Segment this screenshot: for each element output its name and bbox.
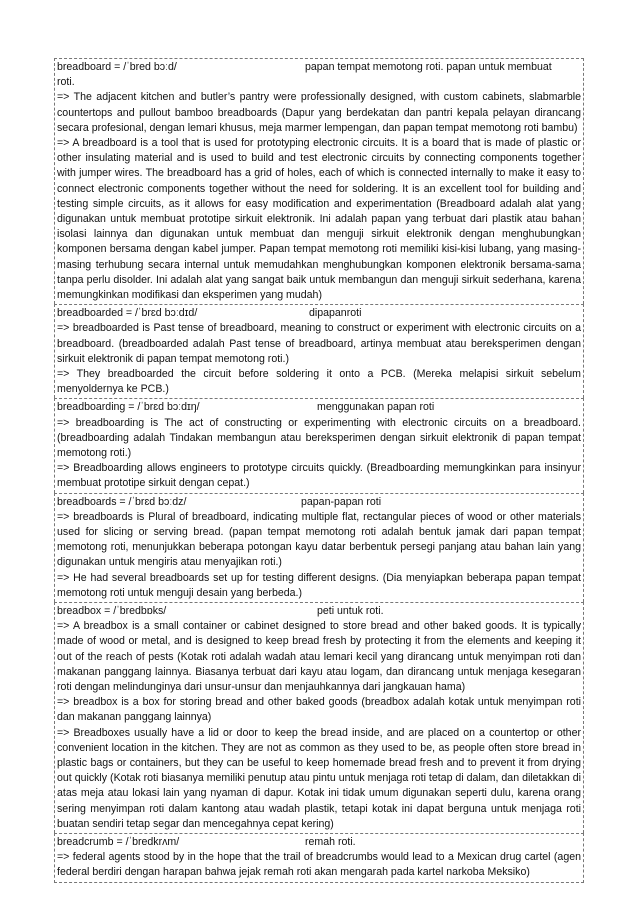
meaning: menggunakan papan roti <box>317 401 435 414</box>
entry-header <box>57 306 581 321</box>
example-paragraph: => Breadboarding allows engineers to prototype circuits quickly. (Breadboarding memungkinkan para insinyur membuat prototipe sirkuit dengan cepat.) <box>57 462 581 490</box>
example-paragraph: => breadboarded is Past tense of breadboard, meaning to construct or experiment with electronic circuits on a breadboard. (breadboarded adalah Past tense of breadboard, artinya membuat atau bereksperimen dengan sirkuit elektronik di papan tempat memotong roti.) <box>57 322 581 365</box>
entry-header <box>57 400 581 415</box>
headword-pronunciation: breadboard = /ˈbred bɔːd/ <box>57 61 177 73</box>
example-paragraph: => The adjacent kitchen and butler’s pantry were professionally designed, with custom cabinets, slabmarble countertops and pullout bamboo breadboards (Dapur yang berdekatan dan pantri kepala pelayan dirancang secara profesional, dengan lemari khusus, meja marmer lempengan, dan papan tempat memotong roti bambu) <box>57 91 581 134</box>
dictionary-entry <box>54 493 584 602</box>
example-paragraph: => breadboarding is The act of constructing or experimenting with electronic circuits on a breadboard. (breadboarding adalah Tindakan membangun atau bereksperimen dengan sirkuit elektronik di papan tempat memotong roti.) <box>57 416 581 460</box>
meaning: peti untuk roti. <box>317 605 384 618</box>
entry-header <box>57 604 581 619</box>
example-paragraph: => Breadboxes usually have a lid or door to keep the bread inside, and are placed on a countertop or other convenient location in the kitchen. They are not as common as they used to be, as people often store bread in plastic bags or containers, but they can be useful to keep homemade bread fresh and to prevent it from drying out quickly (Kotak roti biasanya memiliki penutup atau pintu untuk menjaga roti tetap di dalam, dan diletakkan di atas meja atau lokasi lain yang nyaman di dapur. Kotak ini tidak umum digunakan seperti dulu, karena orang sering menyimpan roti dalam kantong atau wadah plastik, tetapi kotak ini dapat berguna untuk menjaga roti buatan sendiri tetap segar dan mencegahnya cepat kering) <box>57 726 581 830</box>
dictionary-entry <box>54 398 584 492</box>
meaning-continued: roti. <box>57 76 75 89</box>
headword-pronunciation: breadboarded = /ˈbrɛd bɔːdɪd/ <box>57 307 198 320</box>
dictionary-entry <box>54 602 584 833</box>
example-paragraph: => He had several breadboards set up for testing different designs. (Dia menyiapkan beberapa papan tempat memotong roti untuk menguji desain yang berbeda.) <box>57 571 581 599</box>
example-paragraph: => breadbox is a box for storing bread and other baked goods (breadbox adalah kotak untuk menyimpan roti dan makanan panggang lainnya) <box>57 696 581 724</box>
example-paragraph: => federal agents stood by in the hope that the trail of breadcrumbs would lead to a Mexican drug cartel (agen federal berdiri dengan harapan bahwa jejak remah roti akan mengarah pada kartel narkoba Meksiko) <box>57 851 581 879</box>
headword-pronunciation: breadcrumb = /ˈbredkrʌm/ <box>57 836 180 849</box>
headword-pronunciation: breadbox = /ˈbredbɒks/ <box>57 605 167 618</box>
example-paragraph: => A breadbox is a small container or cabinet designed to store bread and other baked goods. It is typically made of wood or metal, and is designed to keep bread fresh by protecting it from the elements and keeping it out of the reach of pests (Kotak roti adalah wadah atau lemari kecil yang dirancang untuk menyimpan roti dan makanan panggang lainnya. Biasanya terbuat dari kayu atau logam, dan dirancang untuk menjaga kesegaran roti dengan melindunginya dari unsur-unsur dan menjauhkannya dari jangkauan hama) <box>57 620 581 694</box>
headword-pronunciation: breadboards = /ˈbrɛd bɔːdz/ <box>57 495 187 508</box>
example-paragraph: => A breadboard is a tool that is used for prototyping electronic circuits. It is a board that is made of plastic or other insulating material and is used to build and test electronic circuits by connecting components together with jumper wires. The breadboard has a grid of holes, each of which is connected internally to make it easy to connect electronic components together without the need for soldering. It is an excellent tool for building and testing simple circuits, as it allows for easy modification and experimentation (Breadboard adalah alat yang digunakan untuk membuat prototipe sirkuit elektronik. Ini adalah papan yang terbuat dari plastik atau bahan isolasi lainnya dan digunakan untuk membuat dan menguji sirkuit elektronik dengan menghubungkan komponen bersama dengan kabel jumper. Papan tempat memotong roti memiliki kisi-kisi lubang, yang masing-masing terhubung secara internal untuk memudahkan menghubungkan komponen elektronik bersama-sama tanpa perlu disolder. Ini adalah alat yang sangat baik untuk membangun dan menguji sirkuit sederhana, karena memungkinkan modifikasi dan eksperimen yang mudah) <box>57 137 581 302</box>
dictionary-entry <box>54 304 584 398</box>
entry-header <box>57 495 581 510</box>
dictionary-entry <box>54 833 584 883</box>
entry-header <box>57 60 581 75</box>
dictionary-entry <box>54 58 584 304</box>
example-paragraph: => breadboards is Plural of breadboard, indicating multiple flat, rectangular pieces of wood or other materials used for slicing or serving bread. (papan tempat memotong roti adalah bentuk jamak dari papan tempat memotong roti, menunjukkan beberapa potongan kayu datar berbentuk persegi panjang atau bahan lain yang digunakan untuk mengiris atau menyajikan roti.) <box>57 510 581 569</box>
meaning: papan-papan roti <box>301 495 382 508</box>
headword-pronunciation: breadboarding = /ˈbrɛd bɔːdɪŋ/ <box>57 401 200 414</box>
entry-header <box>57 835 581 850</box>
example-paragraph: => They breadboarded the circuit before soldering it onto a PCB. (Mereka melapisi sirkuit sebelum menyoldernya ke PCB.) <box>57 368 581 396</box>
dictionary-page <box>54 58 584 883</box>
meaning: papan tempat memotong roti. papan untuk membuat <box>305 61 552 73</box>
meaning: remah roti. <box>305 836 356 849</box>
meaning: dipapanroti <box>309 307 362 320</box>
